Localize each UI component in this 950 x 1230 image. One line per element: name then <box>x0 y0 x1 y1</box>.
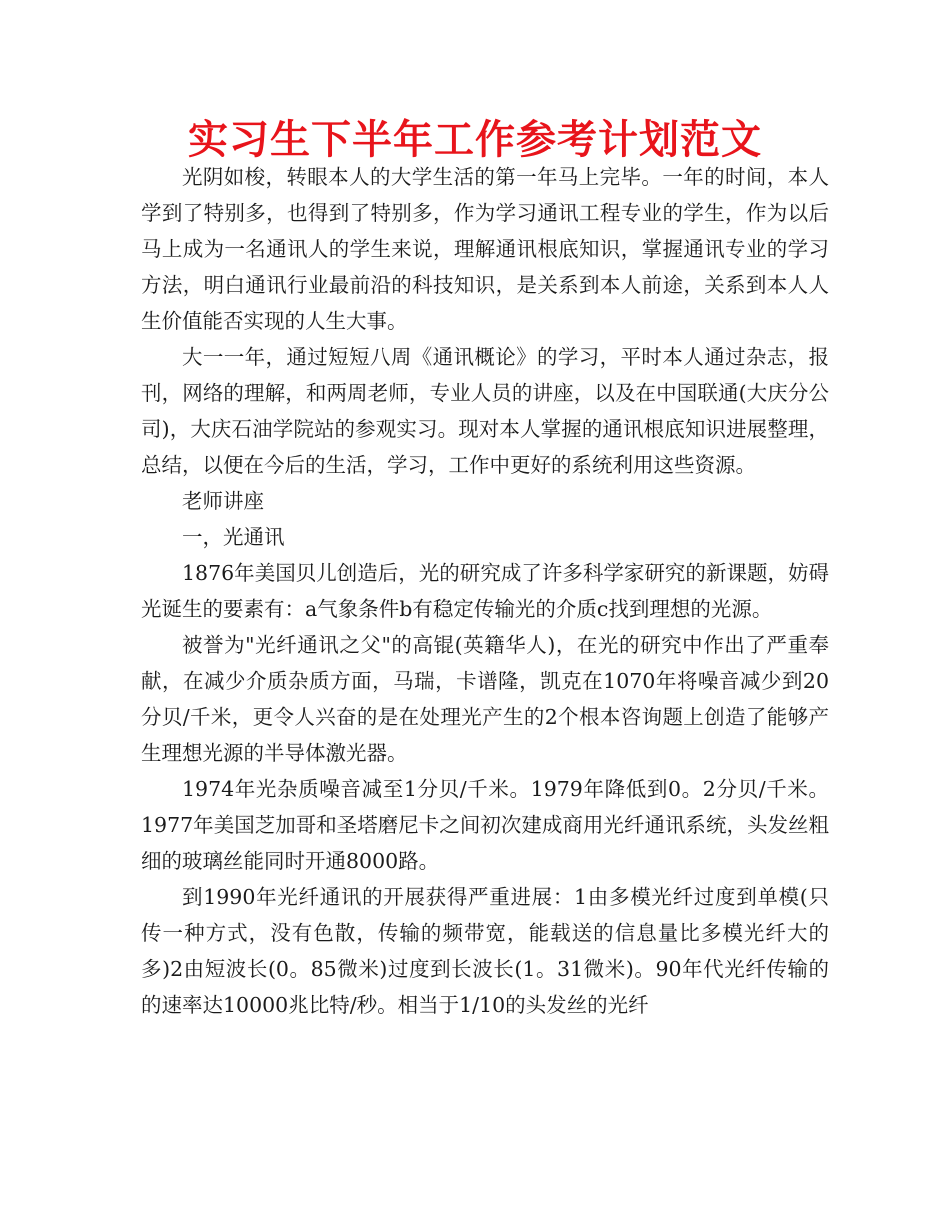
paragraph-1974: 1974年光杂质噪音减至1分贝/千米。1979年降低到0。2分贝/千米。1977年美国芝加哥和圣塔磨尼卡之间初次建成商用光纤通讯系统，头发丝粗细的玻璃丝能同时开通8000路。 <box>141 777 829 873</box>
subsection-heading-optical: 一，光通讯 <box>182 525 285 549</box>
paragraph-1990: 到1990年光纤通讯的开展获得严重进展：1由多模光纤过度到单模(只传一种方式，没有色散，传输的频带宽，能载送的信息量比多模光纤大的多)2由短波长(0。85微米)过度到长波长(1。31微米)。90年代光纤传输的的速率达10000兆比特/秒。相当于1/10的头发丝的光纤 <box>141 885 829 1017</box>
section-heading-lecture: 老师讲座 <box>182 489 264 513</box>
paragraph-study-summary: 大一一年，通过短短八周《通讯概论》的学习，平时本人通过杂志，报刊，网络的理解，和两周老师，专业人员的讲座，以及在中国联通(大庆分公司)，大庆石油学院站的参观实习。现对本人掌握的通讯根底知识进展整理，总结，以便在今后的生活，学习，工作中更好的系统利用这些资源。 <box>141 345 829 477</box>
document-title: 实习生下半年工作参考计划范文 <box>188 117 762 163</box>
document-body <box>141 159 829 1023</box>
paragraph-kao: 被誉为"光纤通讯之父"的高锟(英籍华人)，在光的研究中作出了严重奉献，在减少介质杂质方面，马瑞，卡谱隆，凯克在1070年将噪音减少到20分贝/千米，更令人兴奋的是在处理光产生的2个根本咨询题上创造了能够产生理想光源的半导体激光器。 <box>141 633 829 765</box>
paragraph-optical-history: 1876年美国贝儿创造后，光的研究成了许多科学家研究的新课题，妨碍光诞生的要素有：a气象条件b有稳定传输光的介质c找到理想的光源。 <box>141 561 829 621</box>
paragraph-intro: 光阴如梭，转眼本人的大学生活的第一年马上完毕。一年的时间，本人学到了特别多，也得到了特别多，作为学习通讯工程专业的学生，作为以后马上成为一名通讯人的学生来说，理解通讯根底知识，掌握通讯专业的学习方法，明白通讯行业最前沿的科技知识，是关系到本人前途，关系到本人人生价值能否实现的人生大事。 <box>141 165 829 333</box>
